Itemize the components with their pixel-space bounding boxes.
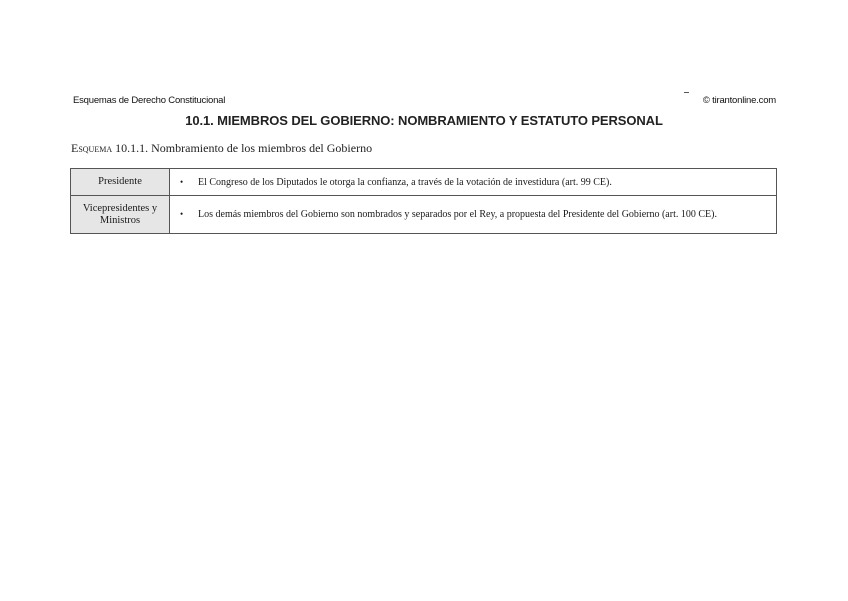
running-header-left: Esquemas de Derecho Constitucional bbox=[73, 95, 226, 106]
scheme-table bbox=[70, 168, 777, 234]
table-row bbox=[71, 196, 777, 234]
bullet-item bbox=[178, 177, 768, 188]
bullet-item bbox=[178, 209, 768, 220]
scheme-caption-text: 10.1.1. Nombramiento de los miembros del Gobierno bbox=[112, 141, 373, 155]
row-content bbox=[170, 169, 777, 196]
bullet-text: El Congreso de los Diputados le otorga la confianza, a través de la votación de investidura (art. 99 CE). bbox=[198, 176, 612, 188]
bullet-icon: • bbox=[180, 176, 184, 187]
section-title: 10.1. MIEMBROS DEL GOBIERNO: NOMBRAMIENTO Y ESTATUTO PERSONAL bbox=[185, 113, 663, 128]
bullet-text: Los demás miembros del Gobierno son nombrados y separados por el Rey, a propuesta del Presidente del Gobierno (art. 100 CE). bbox=[198, 209, 717, 220]
row-content bbox=[170, 196, 777, 234]
running-header-right: © tirantonline.com bbox=[702, 95, 776, 106]
scheme-caption bbox=[71, 141, 372, 156]
row-label: Presidente bbox=[71, 169, 170, 196]
table-row bbox=[71, 169, 777, 196]
header-tick-mark bbox=[684, 92, 689, 93]
scheme-caption-prefix: Esquema bbox=[71, 141, 113, 155]
bullet-icon: • bbox=[180, 209, 184, 219]
row-label: Vicepresidentes y Ministros bbox=[71, 196, 170, 234]
